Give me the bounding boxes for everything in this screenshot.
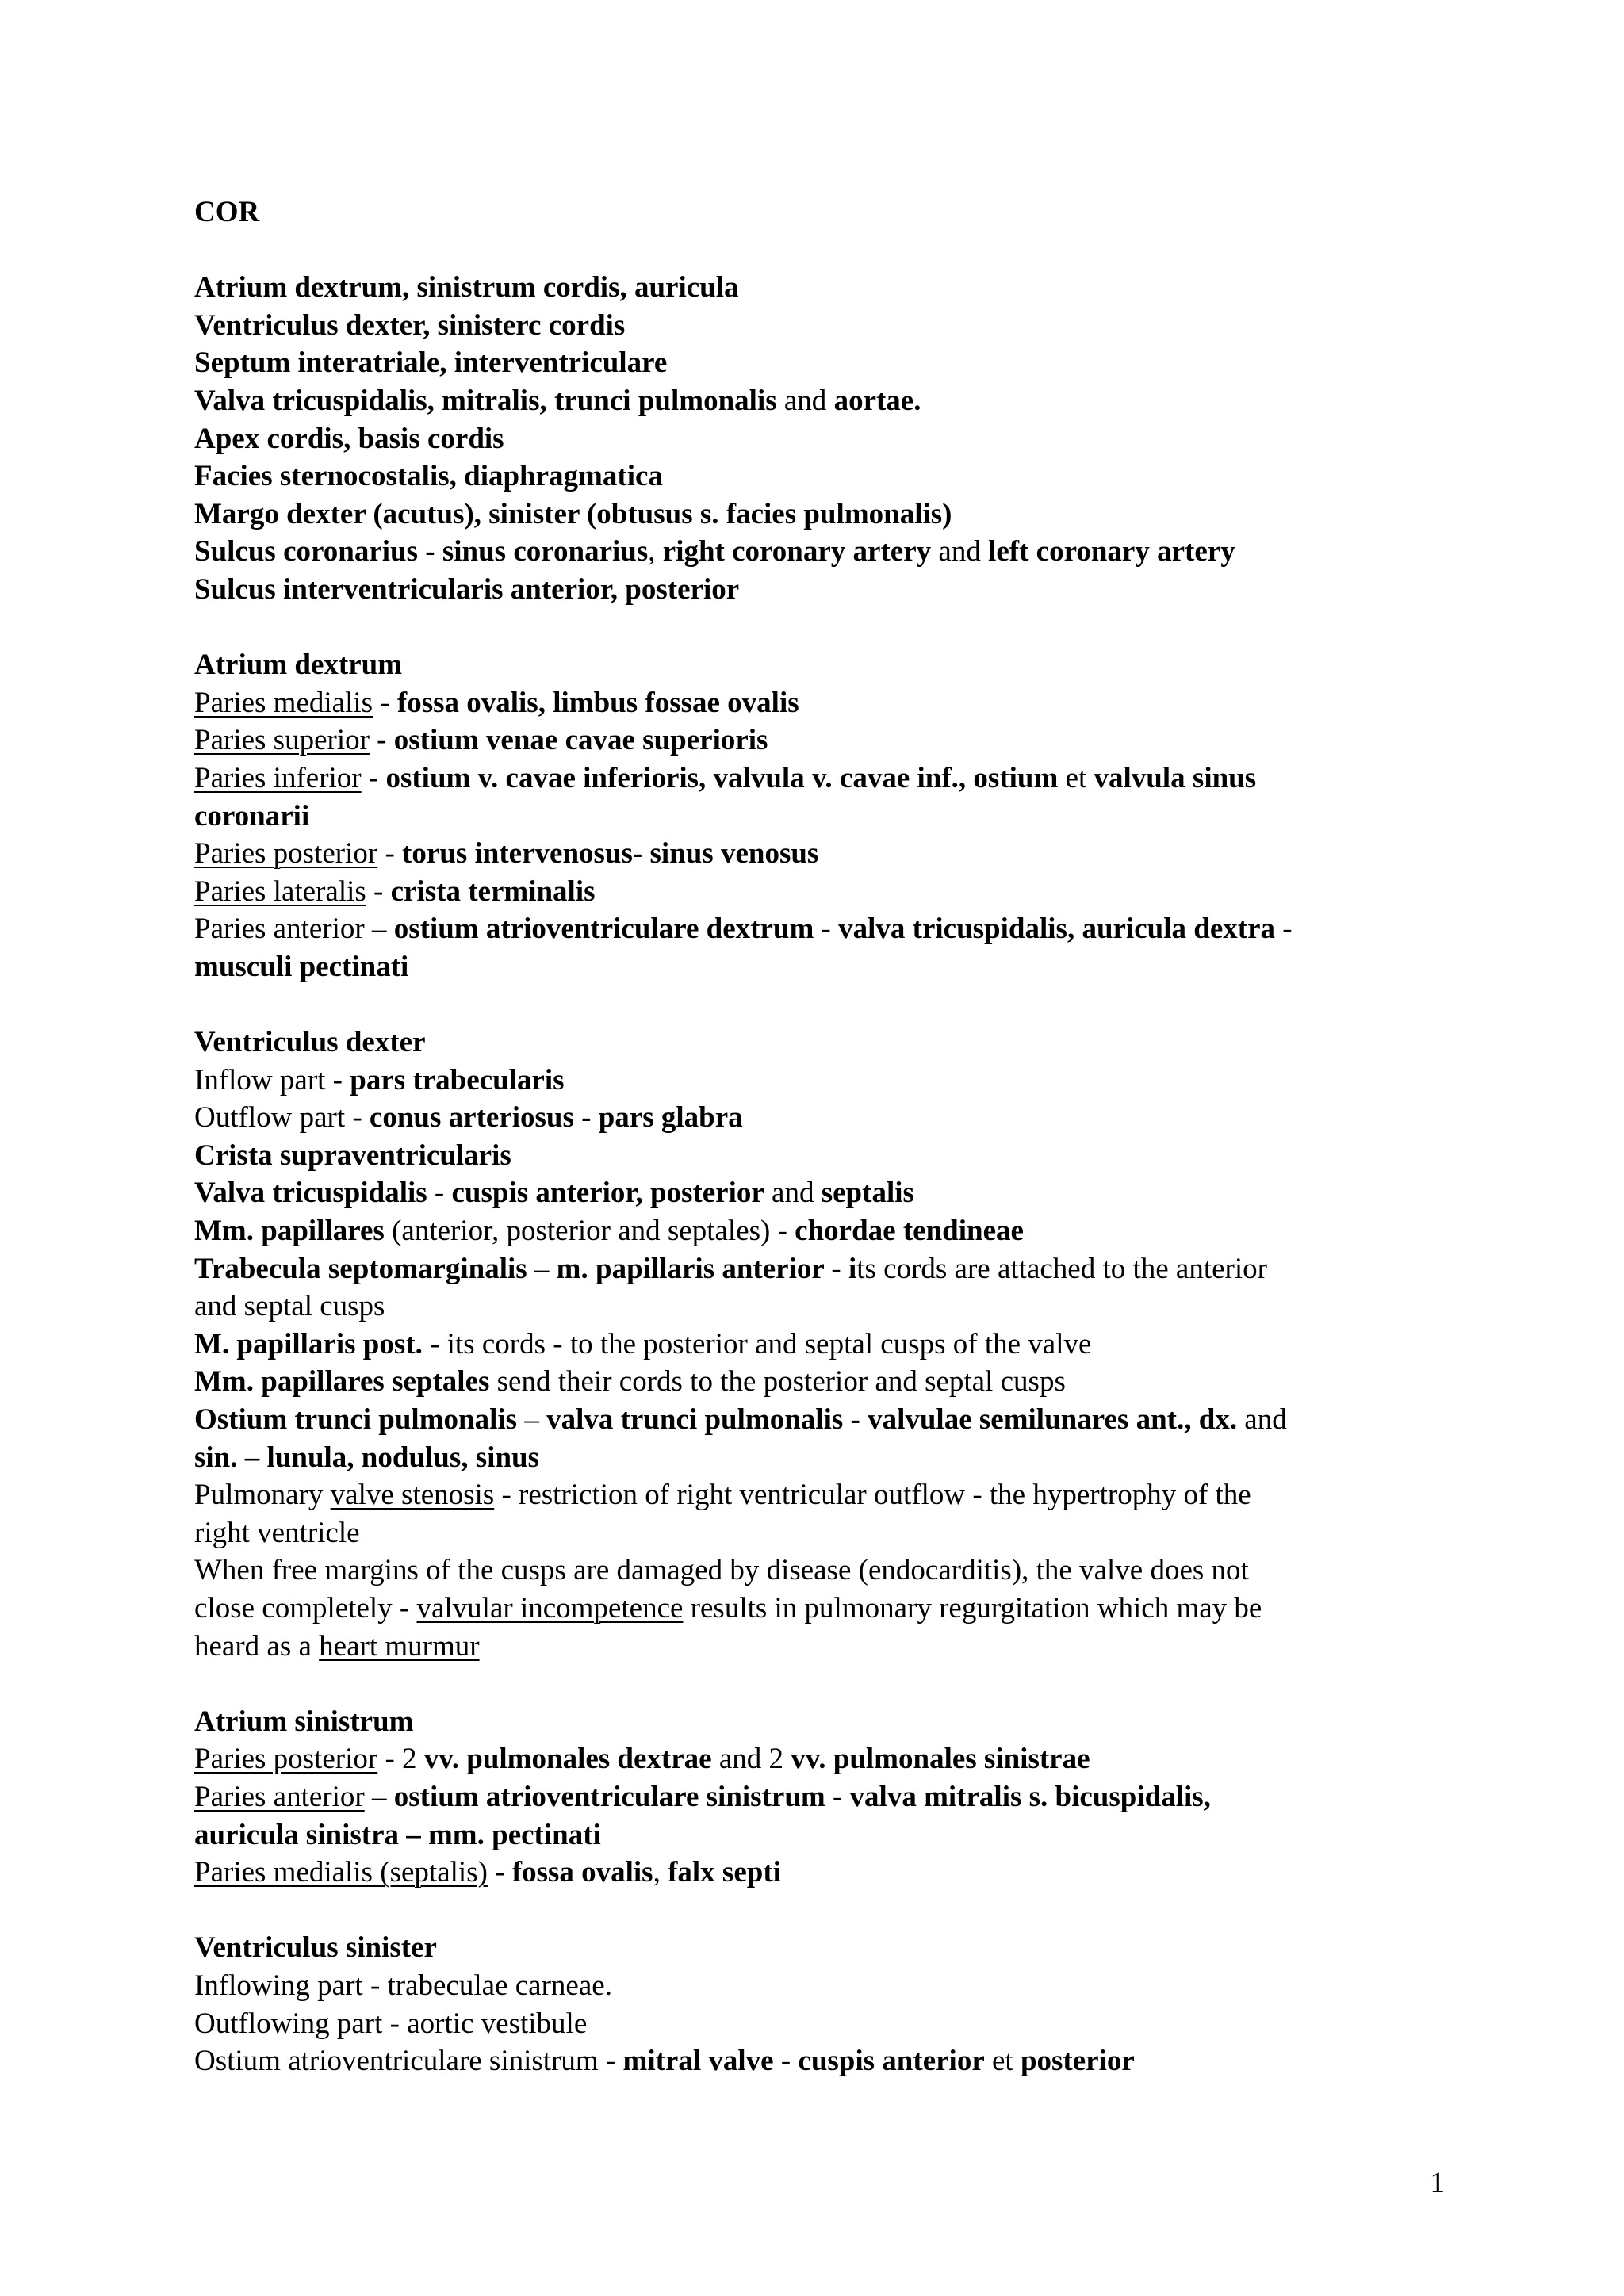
bold-term: Atrium dextrum [194,649,403,682]
text-line [194,533,1463,571]
text-line [194,1288,1463,1326]
bold-term: Sulcus interventricularis anterior, posterior [194,572,740,606]
text-line [194,1854,1463,1892]
bold-term: valva trunci pulmonalis - valvulae semilunares ant., dx. [546,1403,1238,1436]
text-run: heard as a [194,1629,320,1663]
section-heading [194,1929,1463,1967]
bold-term: ostium atrioventriculare dextrum - valva tricuspidalis, auricula dextra - [393,913,1293,946]
bold-term: sin. – lunula, nodulus, sinus [194,1441,540,1474]
text-line [194,496,1463,534]
text-line [194,1476,1463,1514]
bold-term: Sulcus coronarius - sinus coronarius [194,535,649,568]
text-line [194,873,1463,911]
text-run: Inflow part - [194,1063,350,1096]
section-spacer [194,1665,1463,1703]
bold-term: - chordae tendineae [777,1215,1024,1248]
page-number: 1 [1430,2167,1445,2199]
bold-term: Ventriculus sinister [194,1931,437,1965]
bold-term: posterior [1020,2045,1135,2078]
text-line [194,1628,1463,1666]
bold-term: auricula sinistra – mm. pectinati [194,1818,601,1851]
bold-term: Margo dexter (acutus), sinister (obtusus s. facies pulmonalis) [194,497,952,530]
underlined-term: Paries anterior [194,1780,365,1813]
section [194,1024,1463,1665]
bold-term: Facies sternocostalis, diaphragmatica [194,460,663,493]
bold-term: septalis [821,1177,914,1210]
text-line [194,1778,1463,1816]
text-run: When free margins of the cusps are damaged by disease (endocarditis), the valve does not [194,1554,1249,1587]
bold-term: M. papillaris post. [194,1327,423,1360]
bold-term: vv. pulmonales dextrae [423,1743,712,1776]
text-line [194,344,1463,382]
text-line [194,835,1463,873]
text-run: and [1237,1403,1287,1436]
bold-term: conus arteriosus - pars glabra [369,1101,743,1135]
bold-term: Ostium trunci pulmonalis [194,1403,518,1436]
text-run: - [361,761,386,794]
text-run: and septal cusps [194,1290,385,1323]
text-line [194,1137,1463,1175]
text-line [194,1363,1463,1401]
text-line [194,1816,1463,1854]
bold-term: fossa ovalis [511,1856,653,1889]
document-title [194,193,1463,232]
text-run: Ostium atrioventriculare sinistrum - [194,2045,623,2078]
underlined-term: Paries posterior [194,1743,378,1776]
text-run: , [648,535,663,568]
text-run: - [366,874,391,908]
bold-term: ostium atrioventriculare sinistrum - valva mitralis s. bicuspidalis, [393,1780,1211,1813]
underlined-term: Paries lateralis [194,874,366,908]
text-line [194,1326,1463,1364]
section-heading [194,1703,1463,1741]
text-run: , [653,1856,668,1889]
section-heading [194,1024,1463,1062]
text-line [194,760,1463,798]
bold-term: aortae. [833,384,921,417]
section [194,269,1463,608]
text-line [194,1212,1463,1250]
text-run: send their cords to the posterior and septal cusps [489,1365,1066,1399]
text-line [194,684,1463,722]
bold-term: Trabecula septomarginalis [194,1252,527,1285]
bold-term: Mm. papillares [194,1215,385,1248]
bold-term: Ventriculus dexter, sinisterc cordis [194,308,626,342]
document-title-block [194,193,1463,232]
bold-term: ostium v. cavae inferioris, valvula v. cavae inf., ostium [385,761,1059,794]
text-run: – [364,1780,394,1813]
underlined-term: Paries posterior [194,837,378,871]
underlined-term: heart murmur [319,1629,480,1663]
bold-term: Atrium dextrum, sinistrum cordis, auricula [194,271,739,304]
underlined-term: valve stenosis [330,1479,495,1512]
text-run: right ventricle [194,1516,360,1549]
document-body [194,193,1463,2080]
bold-term: Apex cordis, basis cordis [194,422,504,455]
text-run: - 2 [377,1743,424,1776]
text-run: and [764,1177,822,1210]
text-run: - [377,837,403,871]
section-spacer [194,232,1463,270]
text-run: - restriction of right ventricular outflow - the hypertrophy of the [494,1479,1251,1512]
section-spacer [194,985,1463,1024]
text-run: and 2 [711,1743,791,1776]
text-line [194,1590,1463,1628]
bold-term: crista terminalis [390,874,596,908]
bold-term: m. papillaris anterior - i [556,1252,857,1285]
text-line [194,1439,1463,1477]
underlined-term: valvular incompetence [416,1591,684,1624]
section-spacer [194,1892,1463,1930]
text-line [194,420,1463,458]
section-spacer [194,609,1463,647]
bold-term: mitral valve - cuspis anterior [622,2045,985,2078]
bold-term: Crista supraventricularis [194,1138,511,1172]
text-run: Outflowing part - aortic vestibule [194,2007,588,2040]
text-run: close completely - [194,1591,417,1624]
text-run: Inflowing part - trabeculae carneae. [194,1969,612,2002]
bold-term: coronarii [194,799,310,832]
text-line [194,1401,1463,1439]
bold-term: torus intervenosus- sinus venosus [402,837,819,871]
bold-term: left coronary artery [988,535,1235,568]
text-line [194,1099,1463,1137]
bold-term: ostium venae cavae superioris [393,724,768,757]
bold-term: Valva tricuspidalis - cuspis anterior, posterior [194,1177,764,1210]
text-line [194,2005,1463,2043]
bold-term: falx septi [668,1856,781,1889]
underlined-term: Paries superior [194,724,370,757]
text-run: - [487,1856,512,1889]
text-run: results in pulmonary regurgitation which may be [683,1591,1262,1624]
bold-term: musculi pectinati [194,950,409,983]
text-line [194,307,1463,345]
bold-term: Septum interatriale, interventriculare [194,346,668,380]
text-line [194,1967,1463,2005]
text-line [194,1062,1463,1100]
bold-term: Mm. papillares septales [194,1365,490,1399]
text-line [194,2042,1463,2080]
bold-term: pars trabecularis [350,1063,565,1096]
text-run: - its cords - to the posterior and septal cusps of the valve [422,1327,1092,1360]
text-line [194,948,1463,986]
section-heading [194,646,1463,684]
bold-term: vv. pulmonales sinistrae [791,1743,1090,1776]
text-line [194,721,1463,760]
bold-term: valvula sinus [1094,761,1257,794]
text-line [194,1174,1463,1212]
section [194,1703,1463,1892]
text-run: Paries anterior – [194,913,394,946]
bold-term: Ventriculus dexter [194,1026,426,1059]
text-line [194,571,1463,609]
bold-term: Atrium sinistrum [194,1705,414,1738]
text-run: ts cords are attached to the anterior [856,1252,1267,1285]
text-run: et [1058,761,1094,794]
text-line [194,1514,1463,1552]
text-line [194,382,1463,420]
text-run: Outflow part - [194,1101,370,1135]
text-line [194,1250,1463,1288]
text-run: et [984,2045,1021,2078]
section [194,646,1463,985]
text-line [194,1740,1463,1778]
text-line [194,910,1463,948]
section-heading [194,269,1463,307]
section [194,1929,1463,2080]
text-run: – [517,1403,547,1436]
text-run: – [527,1252,557,1285]
text-run: and [931,535,989,568]
underlined-term: Paries inferior [194,761,362,794]
text-run: - [373,686,397,719]
text-line [194,457,1463,496]
bold-term: fossa ovalis, limbus fossae ovalis [396,686,799,719]
text-run: - [369,724,394,757]
text-line [194,798,1463,836]
text-run: Pulmonary [194,1479,331,1512]
bold-term: COR [194,196,260,228]
bold-term: Valva tricuspidalis, mitralis, trunci pulmonalis [194,384,777,417]
underlined-term: Paries medialis [194,686,373,719]
underlined-term: Paries medialis (septalis) [194,1856,488,1889]
text-run: (anterior, posterior and septales) [384,1215,778,1248]
text-line [194,1552,1463,1590]
text-run: and [776,384,834,417]
bold-term: right coronary artery [662,535,932,568]
